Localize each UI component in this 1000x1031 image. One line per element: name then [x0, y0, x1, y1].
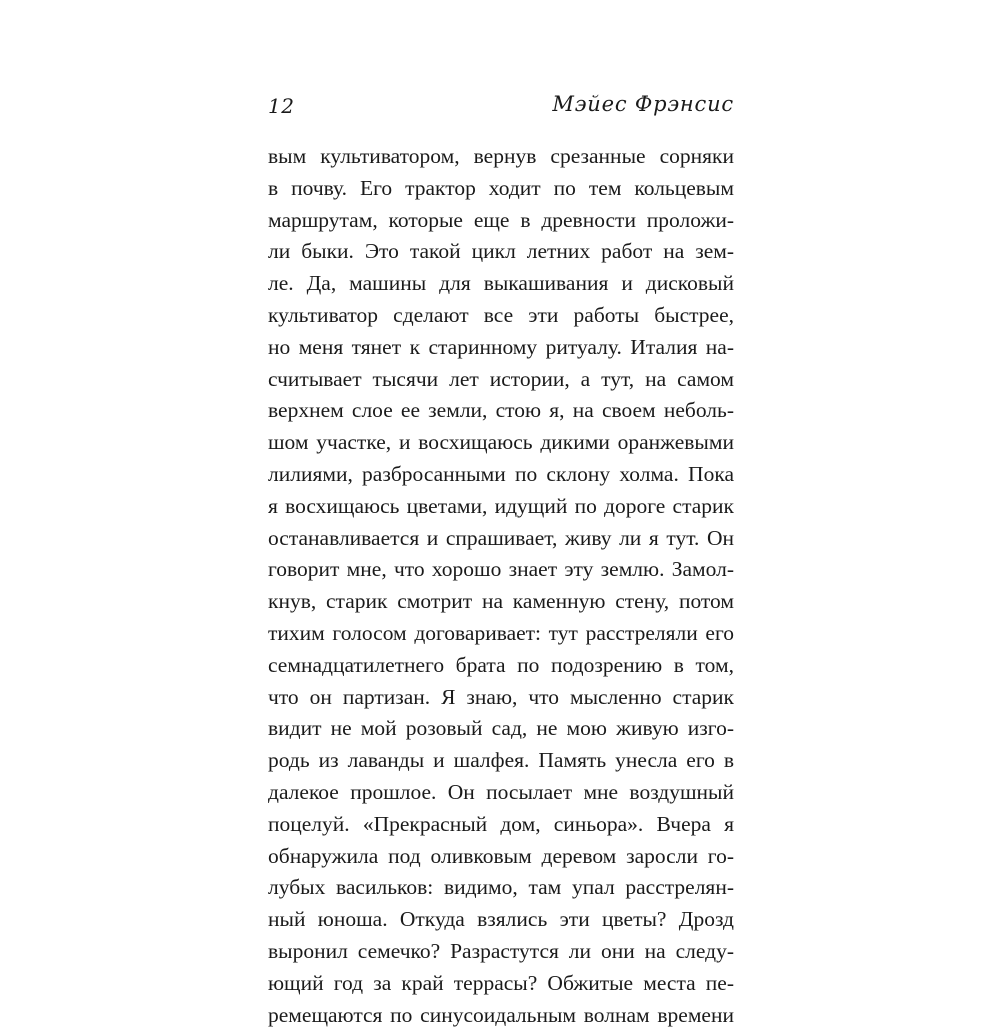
text-line: далекое прошлое. Он посылает мне воздушный: [268, 779, 734, 804]
text-line: культиватор сделают все эти работы быстрее,: [268, 302, 734, 327]
text-line: вым культиватором, вернув срезанные сорняки: [268, 144, 734, 168]
running-head-author: Мэйес Фрэнсис: [552, 92, 734, 116]
text-line: лилиями, разбросанными по склону холма. Пока: [268, 461, 734, 486]
text-line: в почву. Его трактор ходит по тем кольцевым: [268, 175, 734, 200]
text-line: родь из лаванды и шалфея. Память унесла его в: [268, 748, 734, 773]
text-line: верхнем слое ее земли, стою я, на своем неболь-: [268, 398, 734, 423]
text-line: ле. Да, машины для выкашивания и дисковый: [268, 271, 734, 296]
text-line: ный юноша. Откуда взялись эти цветы? Дрозд: [268, 907, 734, 932]
text-line: но меня тянет к старинному ритуалу. Италия на-: [268, 334, 734, 359]
text-line: видит не мой розовый сад, не мою живую изго-: [268, 716, 734, 741]
page-number: 12: [268, 94, 295, 118]
text-line: считывает тысячи лет истории, а тут, на самом: [268, 366, 734, 391]
body-text: [268, 141, 734, 1031]
text-line: останавливается и спрашивает, живу ли я тут. Он: [268, 525, 734, 550]
text-line: поцелуй. «Прекрасный дом, синьора». Вчера я: [268, 811, 734, 836]
text-line: ремещаются по синусоидальным волнам времени: [268, 1002, 734, 1027]
text-line: шом участке, и восхищаюсь дикими оранжевыми: [268, 430, 734, 455]
text-line: тихим голосом договаривает: тут расстреляли его: [268, 620, 734, 645]
text-line: ющий год за край террасы? Обжитые места пе-: [268, 970, 734, 995]
text-line: что он партизан. Я знаю, что мысленно старик: [268, 684, 734, 709]
text-line: кнув, старик смотрит на каменную стену, потом: [268, 589, 734, 614]
text-line: говорит мне, что хорошо знает эту землю. Замол-: [268, 557, 734, 582]
text-line: выронил семечко? Разрастутся ли они на следу-: [268, 938, 734, 963]
text-line: ли быки. Это такой цикл летних работ на зем-: [268, 239, 734, 264]
text-line: маршрутам, которые еще в древности проложи-: [268, 207, 734, 232]
text-line: лубых васильков: видимо, там упал расстрелян-: [268, 875, 734, 900]
text-line: я восхищаюсь цветами, идущий по дороге старик: [268, 493, 734, 518]
text-line: обнаружила под оливковым деревом заросли го-: [268, 843, 734, 868]
text-line: семнадцатилетнего брата по подозрению в том,: [268, 652, 734, 677]
